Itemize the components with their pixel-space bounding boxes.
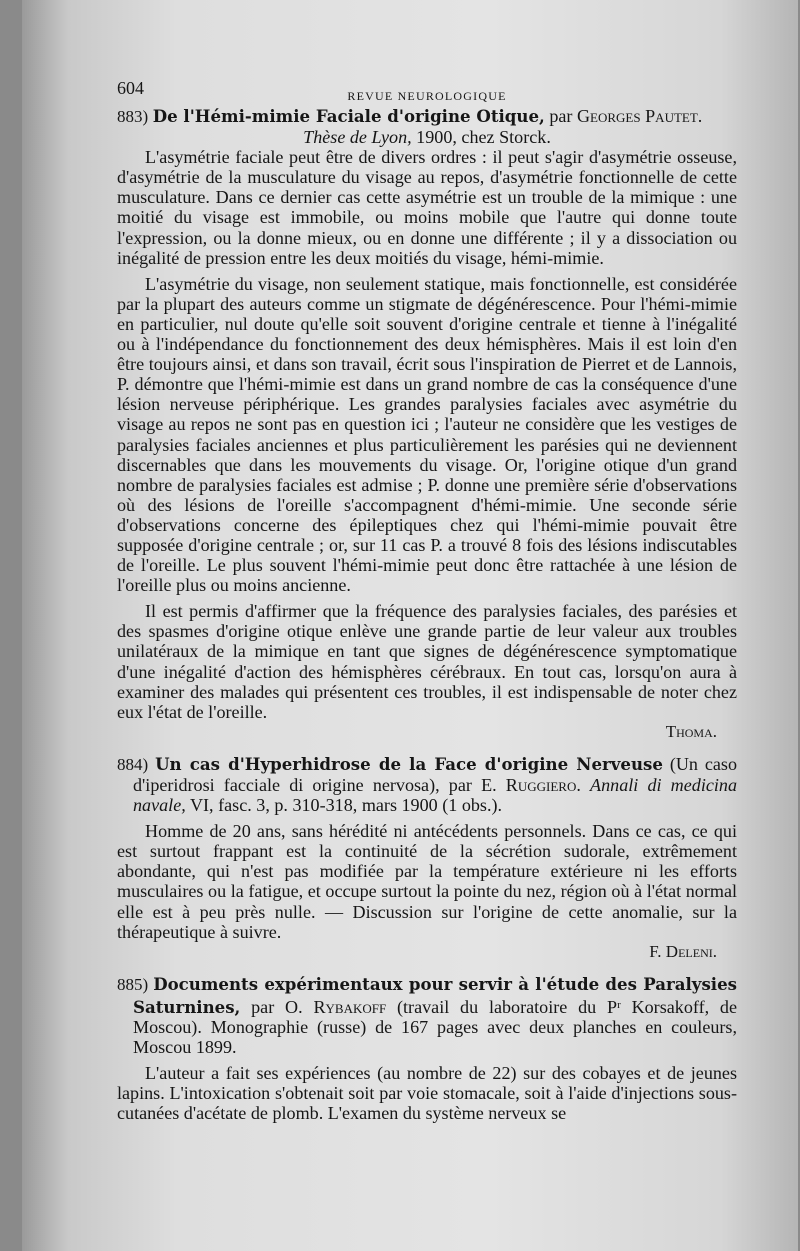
page-header (117, 74, 737, 104)
title-prefix-superscript: r (617, 998, 621, 1011)
entry-title: Un cas d'Hyperhidrose de la Face d'origine Nerveuse (155, 753, 663, 774)
text-frame (117, 74, 737, 1136)
entry-heading (117, 973, 737, 1058)
author-name: Georges Pautet. (576, 106, 703, 126)
entry-heading (117, 106, 737, 127)
paragraph: L'auteur a fait ses expériences (au nombre de 22) sur des cobayes et de jeunes lapins. L'intoxication s'obtenait soit par voie stomacale, soit à l'aide d'injections sous-cutanées d'acétate de plomb. L'examen du système nerveux se (117, 1063, 737, 1124)
byline-text: (Un caso d'iperidrosi facciale di origine nervosa), par (133, 753, 738, 795)
citation-italic: Thèse de Lyon, (303, 127, 412, 148)
entry-title: Documents expérimentaux pour servir à l'étude des Paralysies Saturnines, (133, 973, 737, 1017)
signature: Thoma. (665, 721, 717, 741)
entry-title: De l'Hémi-mimie Faciale d'origine Otique, (152, 106, 545, 126)
page-number: 604 (117, 78, 144, 98)
entry-number: 885) (117, 974, 149, 994)
byline-text: par (240, 996, 286, 1017)
entry-883 (117, 106, 737, 742)
running-title: REVUE NEUROLOGIQUE (347, 89, 507, 103)
author-name: E. Ruggiero. (481, 775, 581, 795)
entry-884 (117, 754, 737, 962)
signature: F. Deleni. (649, 941, 717, 961)
paragraph: Il est permis d'affirmer que la fréquence des paralysies faciales, des parésies et des spasmes d'origine otique enlève une grande partie de leur valeur aux troubles unilatéraux de la mimique en tant que signes de dégénérescence symptomatique d'une inégalité d'action des hémisphères cérébraux. En tout cas, lorsqu'on aura à examiner des malades qui présentent ces troubles, il est indispensable de noter chez eux l'état de l'oreille. (117, 601, 737, 722)
citation-rest: 1900, chez Storck. (411, 127, 551, 148)
citation-italic: Annali di medicina navale, (133, 775, 737, 816)
author-name: O. Rybakoff (285, 996, 387, 1017)
byline-text: par (544, 106, 577, 126)
citation (117, 127, 737, 147)
entry-heading (117, 753, 738, 816)
entry-885 (117, 974, 737, 1124)
entry-number: 883) (117, 107, 149, 126)
citation-rest: VI, fasc. 3, p. 310-318, mars 1900 (1 obs.). (185, 795, 503, 816)
affiliation-rest: Korsakoff, de Moscou). Monographie (russe) de 167 pages avec deux planches en couleurs, Moscou 1899. (133, 996, 737, 1058)
paragraph: L'asymétrie du visage, non seulement statique, mais fonctionnelle, est considérée par la plupart des auteurs comme un stigmate de dégénérescence. Pour l'hémi-mimie en particulier, nul doute qu'elle soit souvent d'origine centrale et tienne à l'inégalité ou à l'indépendance du fonctionnement des deux hémisphères. Mais il est loin d'en être toujours ainsi, et dans son travail, écrit sous l'inspiration de Pierret et de Lannois, P. démontre que l'hémi-mimie est dans un grand nombre de cas la conséquence d'une lésion nerveuse périphérique. Les grandes paralysies faciales avec asymétrie du visage au repos ne sont pas en question ici ; l'auteur ne considère que les vestiges de paralysies faciales anciennes et plus particulièrement les parésies qui ne deviennent discernables que dans les mouvements du visage. Or, l'origine otique d'un grand nombre de paralysies faciales est admise ; P. donne une première série d'observations où des lésions de l'oreille s'accompagnent d'hémi-mimie. Une seconde série d'observations concerne des épileptiques chez qui l'hémi-mimie pouvait être supposée d'origine centrale ; or, sur 11 cas P. a trouvé 8 fois des lésions indiscutables de l'oreille. Le plus souvent l'hémi-mimie peut donc être rattachée à une lésion de l'oreille plus ou moins ancienne. (117, 273, 737, 596)
paragraph: L'asymétrie faciale peut être de divers ordres : il peut s'agir d'asymétrie osseuse, d'asymétrie de la musculature du visage au repos, d'asymétrie fonctionnelle de cette musculature. Dans ce dernier cas cette asymétrie est un trouble de la mimique : une moitié du visage est immobile, ou moins mobile que l'autre qui donne toute l'expression, ou la donne mieux, ou en donne une différente ; il y a dissociation ou inégalité de pression entre les deux moitiés du visage, hémi-mimie. (117, 147, 737, 268)
affiliation-text: (travail du laboratoire du (386, 996, 608, 1017)
entry-number: 884) (117, 754, 149, 774)
paragraph: Homme de 20 ans, sans hérédité ni antécédents personnels. Dans ce cas, ce qui est surtout frappant est la continuité de la sécrétion sudorale, extrêmement abondante, qui n'est pas modifiée par la température extérieure ni les efforts musculaires ou la fatigue, et occupe surtout la pointe du nez, région où à l'état normal elle est à peu près nulle. — Discussion sur l'origine de cette anomalie, sur la thérapeutique à suivre. (117, 821, 737, 942)
scanned-page (22, 0, 798, 1251)
title-prefix: P (607, 996, 618, 1017)
